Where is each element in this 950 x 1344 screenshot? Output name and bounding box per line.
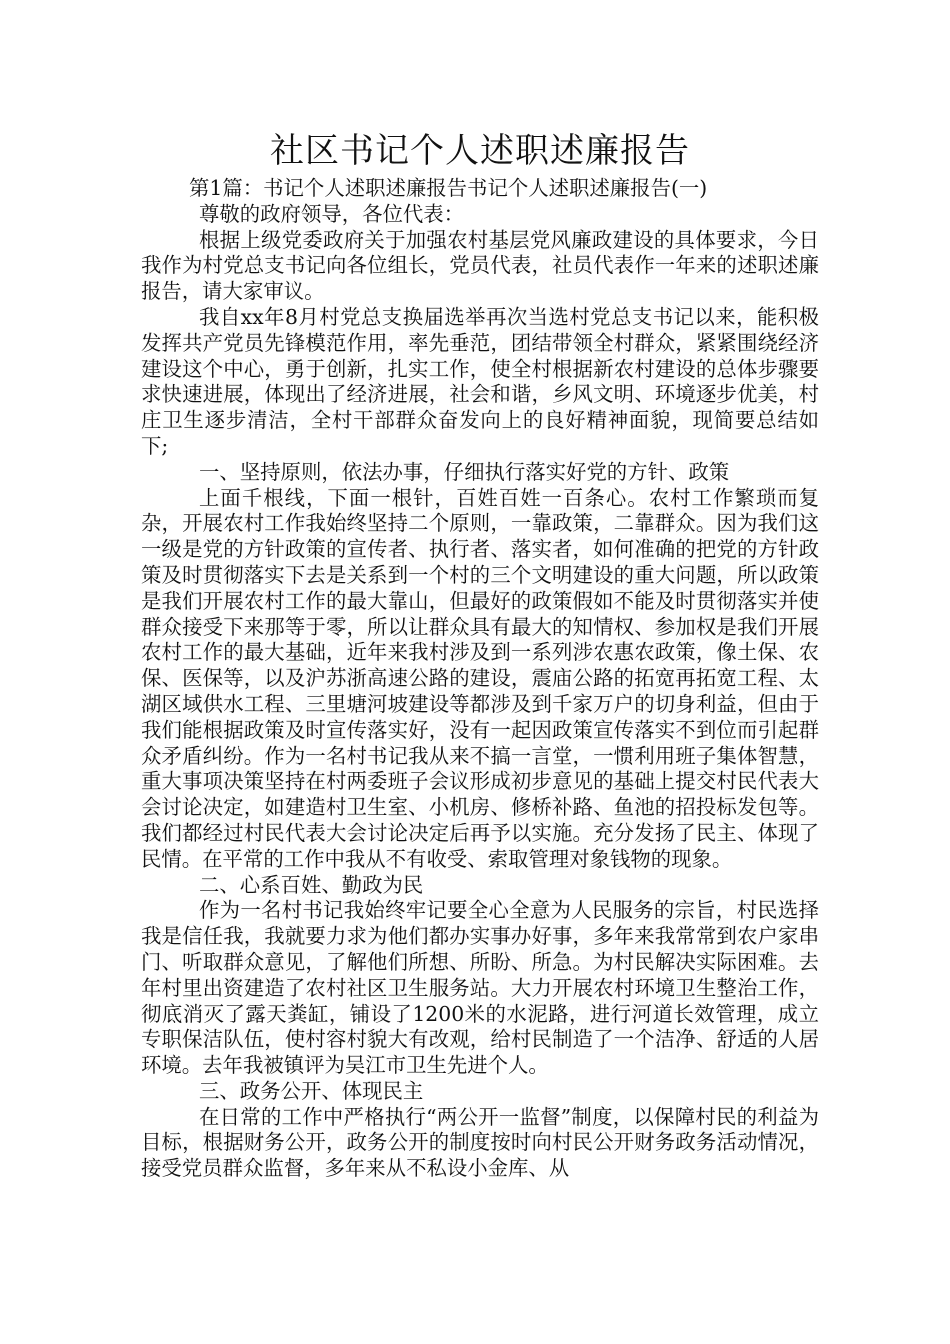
section-heading-2: 二、心系百姓、勤政为民 [199, 872, 424, 897]
section-body-3: 在日常的工作中严格执行“两公开一监督”制度，以保障村民的利益为目标，根据财务公开，政务公开的制度按时向村民公开财务政务活动情况，接受党员群众监督，多年来从不私设小金库、从 [141, 1104, 819, 1181]
section-body-1: 上面千根线，下面一根针，百姓百姓一百条心。农村工作繁琐而复杂，开展农村工作我始终坚持二个原则，一靠政策，二靠群众。因为我们这一级是党的方针政策的宣传者、执行者、落实者，如何准确的把党的方针政策及时贯彻落实下去是关系到一个村的三个文明建设的重大问题，所以政策是我们开展农村工作的最大靠山，但最好的政策假如不能及时贯彻落实并使群众接受下来那等于零，所以让群众具有最大的知情权、参加权是我们开展农村工作的最大基础，近年来我村涉及到一系列涉农惠农政策，像土保、农保、医保等，以及沪苏浙高速公路的建设，震庙公路的拓宽再拓宽工程、太湖区域供水工程、三里塘河坡建设等都涉及到千家万户的切身利益，但由于我们能根据政策及时宣传落实好，没有一起因政策宣传落实不到位而引起群众矛盾纠纷。作为一名村书记我从来不搞一言堂，一惯利用班子集体智慧，重大事项决策坚持在村两委班子会议形成初步意见的基础上提交村民代表大会讨论决定，如建造村卫生室、小机房、修桥补路、鱼池的招投标发包等。我们都经过村民代表大会讨论决定后再予以实施。充分发扬了民主、体现了民情。在平常的工作中我从不有收受、索取管理对象钱物的现象。 [141, 485, 819, 871]
summary-paragraph: 我自xx年8月村党总支换届选举再次当选村党总支书记以来，能积极发挥共产党员先锋模范作用，率先垂范，团结带领全村群众，紧紧围绕经济建设这个中心，勇于创新，扎实工作，使全村根据新农村建设的总体步骤要求快速进展，体现出了经济进展，社会和谐，乡风文明、环境逐步优美，村庄卫生逐步清洁，全村干部群众奋发向上的良好精神面貌，现简要总结如下; [141, 304, 819, 458]
document-subtitle: 第1篇：书记个人述职述廉报告书记个人述职述廉报告(一) [189, 176, 708, 200]
salutation: 尊敬的政府领导，各位代表： [199, 201, 465, 226]
document-title: 社区书记个人述职述廉报告 [270, 131, 690, 171]
section-heading-1: 一、坚持原则，依法办事，仔细执行落实好党的方针、政策 [199, 459, 730, 484]
section-body-2: 作为一名村书记我始终牢记要全心全意为人民服务的宗旨，村民选择我是信任我，我就要力求为他们都办实事办好事，多年来我常常到农户家串门、听取群众意见，了解他们所想、所盼、所急。为村民解决实际困难。去年村里出资建造了农村社区卫生服务站。大力开展农村环境卫生整治工作，彻底消灭了露天粪缸，铺设了1200米的水泥路，进行河道长效管理，成立专职保洁队伍，使村容村貌大有改观，给村民制造了一个洁净、舒适的人居环境。去年我被镇评为吴江市卫生先进个人。 [141, 898, 819, 1078]
document-page [141, 128, 819, 1182]
section-heading-3: 三、政务公开、体现民主 [199, 1078, 424, 1103]
intro-paragraph: 根据上级党委政府关于加强农村基层党风廉政建设的具体要求，今日我作为村党总支书记向各位组长，党员代表，社员代表作一年来的述职述廉报告，请大家审议。 [141, 227, 819, 304]
